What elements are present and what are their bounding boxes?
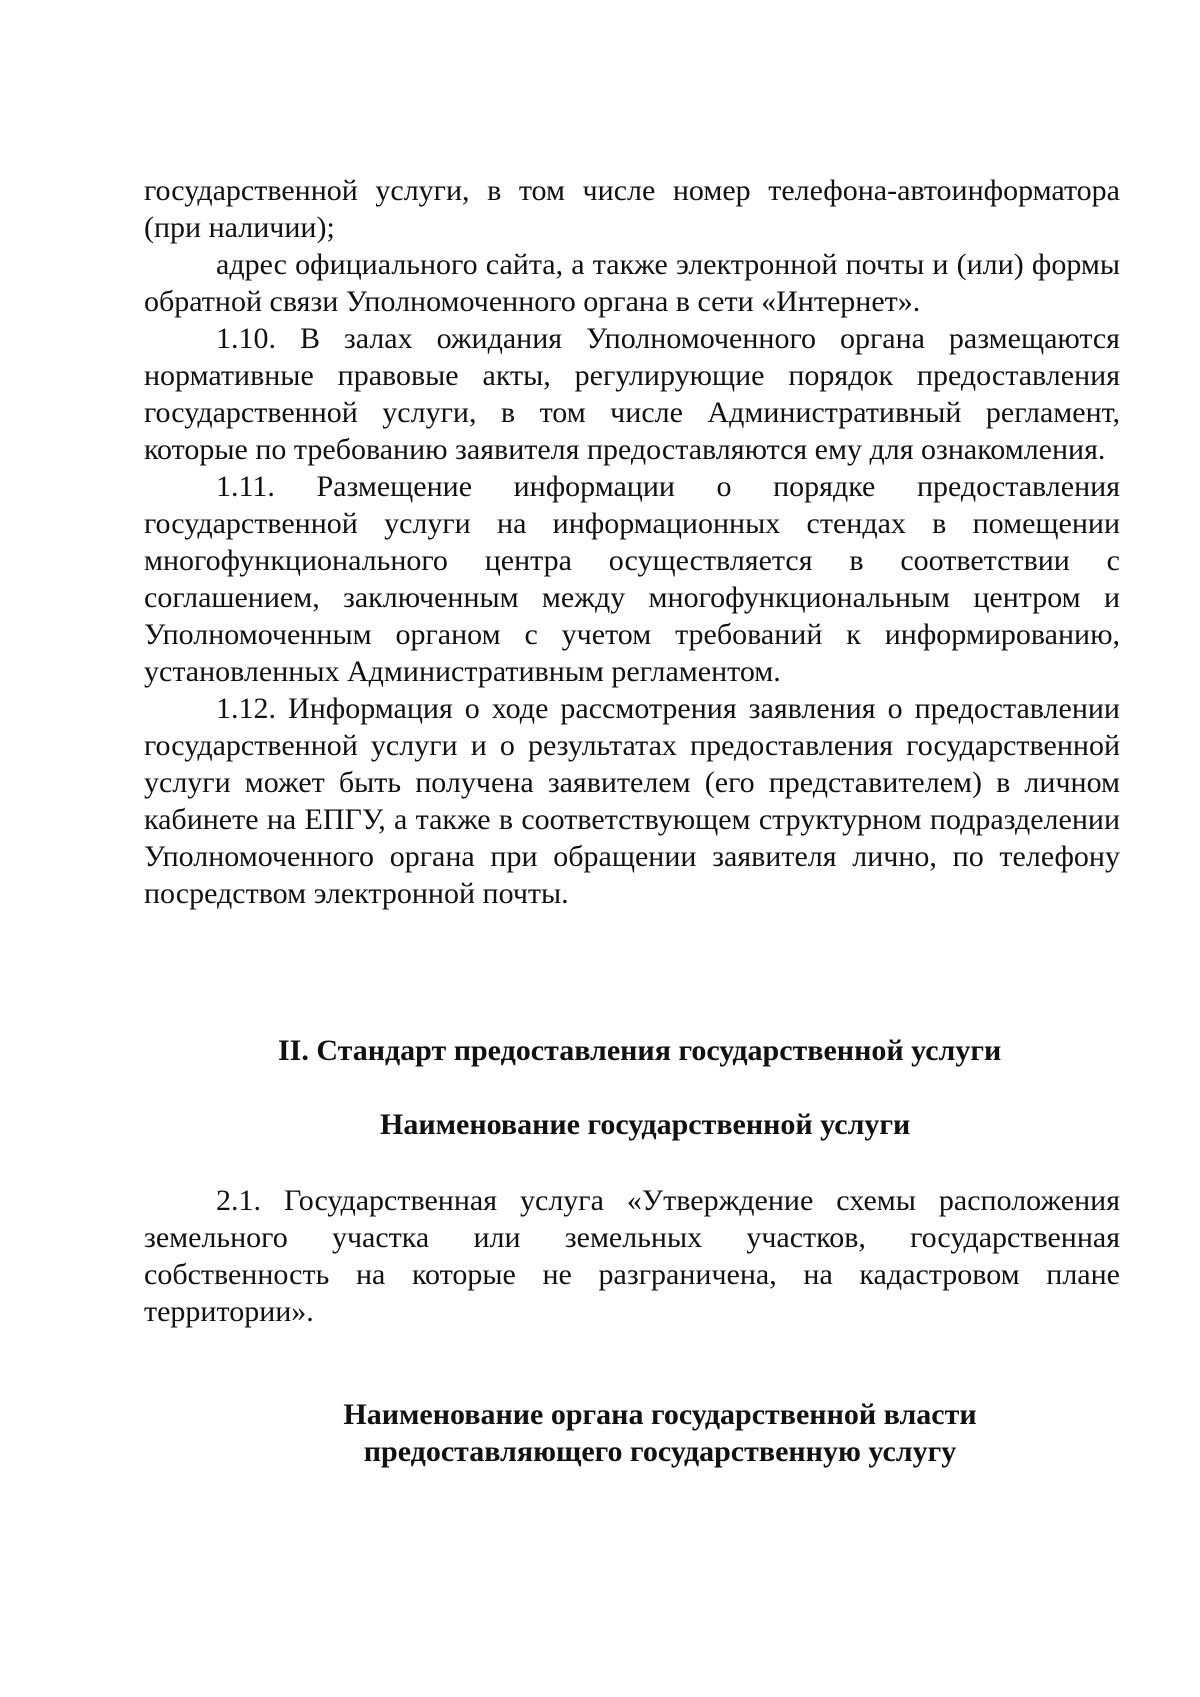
paragraph-website-address: адрес официального сайта, а также электронной почты и (или) формы обратной связи Уполномоченного органа в сети «Интернет».	[144, 248, 1120, 318]
paragraph-contacts-continued: государственной услуги, в том числе номер телефона-автоинформатора (при наличии);	[144, 174, 1120, 244]
subheading-service-name: Наименование государственной услуги	[380, 1108, 911, 1141]
subheading-organ-line-2: предоставляющего государственную услугу	[363, 1435, 957, 1468]
paragraph-1-10: 1.10. В залах ожидания Уполномоченного органа размещаются нормативные правовые акты, регулирующие порядок предоставления государственной услуги, в том числе Административный регламент, которые по требованию заявителя предоставляются ему для ознакомления.	[144, 322, 1120, 466]
section-heading: II. Стандарт предоставления государственной услуги	[278, 1034, 1002, 1067]
document-body	[144, 172, 1120, 912]
subheading-organ	[310, 1396, 1010, 1470]
paragraph-2-1: 2.1. Государственная услуга «Утверждение схемы расположения земельного участка или земельных участков, государственная собственность на которые не разграничена, на кадастровом плане территории».	[144, 1184, 1120, 1328]
paragraph-1-11: 1.11. Размещение информации о порядке предоставления государственной услуги на информационных стендах в помещении многофункционального центра осуществляется в соответствии с соглашением, заключенным между многофункциональным центром и Уполномоченным органом с учетом требований к информированию, установленных Административным регламентом.	[144, 470, 1120, 688]
subheading-organ-line-1: Наименование органа государственной власти	[343, 1398, 977, 1431]
paragraph-1-12: 1.12. Информация о ходе рассмотрения заявления о предоставлении государственной услуги и о результатах предоставления государственной услуги может быть получена заявителем (его представителем) в личном кабинете на ЕПГУ, а также в соответствующем структурном подразделении Уполномоченного органа при обращении заявителя лично, по телефону посредством электронной почты.	[144, 692, 1120, 910]
